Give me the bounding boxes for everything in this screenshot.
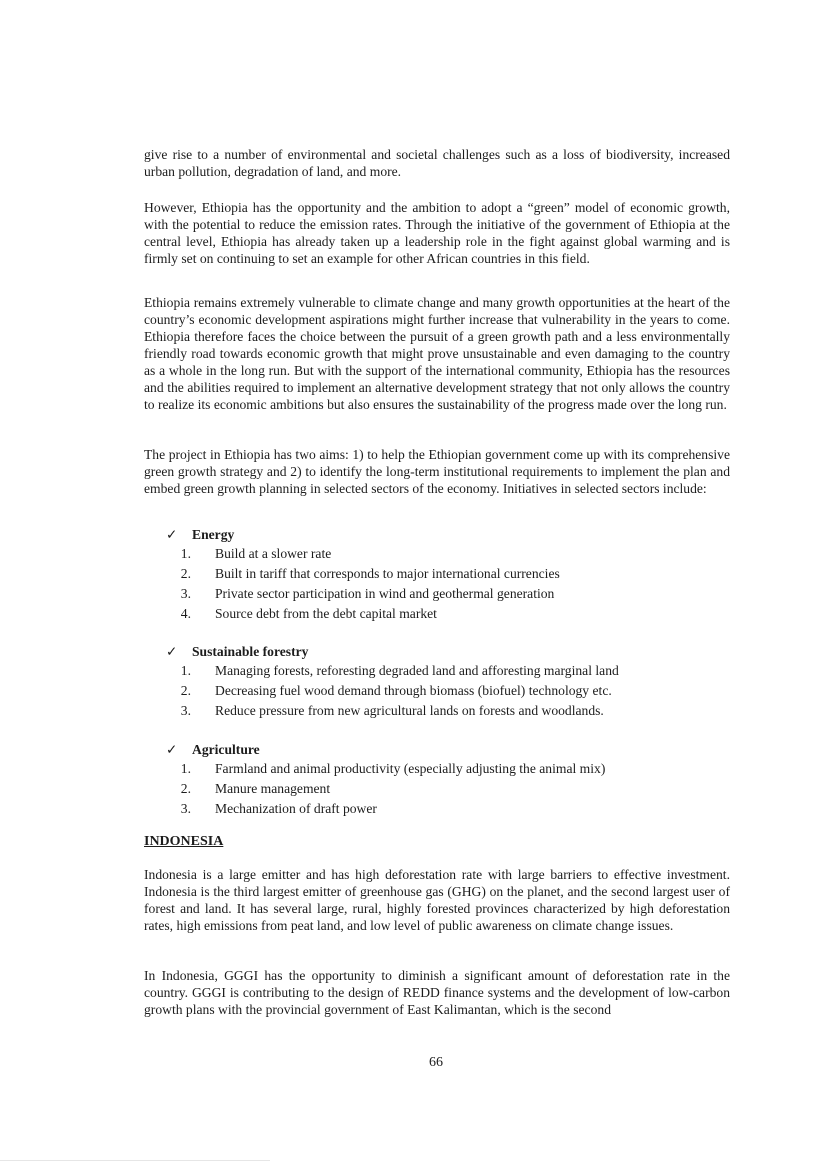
paragraph-indonesia-emitter: Indonesia is a large emitter and has high deforestation rate with large barriers to effective investment. Indonesia is the third largest emitter of greenhouse gas (GHG) on the planet, and the second largest user of forest and land. It has several large, rural, highly forested provinces characterized by high deforestation rates, high emissions from peat land, and low level of public awareness on climate change issues. xyxy=(144,867,730,933)
list-item-number: 2. xyxy=(180,781,191,796)
list-item xyxy=(166,564,686,584)
section-heading-indonesia: INDONESIA xyxy=(144,834,224,849)
list-item xyxy=(166,661,686,681)
list-item xyxy=(166,544,686,564)
list-item-text: Farmland and animal productivity (especially adjusting the animal mix) xyxy=(215,761,606,776)
sector-item-list xyxy=(166,544,686,624)
list-item-text: Private sector participation in wind and geothermal generation xyxy=(215,586,555,601)
sector-sustainable-forestry xyxy=(166,643,686,721)
list-item-number: 2. xyxy=(180,566,191,581)
sector-title xyxy=(166,643,686,661)
list-item xyxy=(166,779,686,799)
sector-title-label: Agriculture xyxy=(192,742,260,757)
footer-divider xyxy=(0,1160,270,1161)
sector-title xyxy=(166,741,686,759)
sector-item-list xyxy=(166,759,686,819)
list-item-text: Build at a slower rate xyxy=(215,546,332,561)
paragraph-indonesia-ggg: In Indonesia, GGGI has the opportunity to diminish a significant amount of deforestation rate in the country. GGGI is contributing to the design of REDD finance systems and the development of low-carbon growth plans with the provincial government of East Kalimantan, which is the second xyxy=(144,968,730,1017)
list-item-number: 3. xyxy=(180,801,191,816)
list-item xyxy=(166,799,686,819)
list-item-text: Reduce pressure from new agricultural lands on forests and woodlands. xyxy=(215,703,604,718)
list-item-number: 1. xyxy=(180,546,191,561)
list-item-number: 3. xyxy=(180,703,191,718)
sector-energy xyxy=(166,526,686,624)
list-item xyxy=(166,759,686,779)
sector-agriculture xyxy=(166,741,686,819)
list-item-text: Manure management xyxy=(215,781,331,796)
list-item-text: Source debt from the debt capital market xyxy=(215,606,437,621)
list-item-text: Built in tariff that corresponds to major international currencies xyxy=(215,566,560,581)
list-item xyxy=(166,681,686,701)
sector-title-label: Energy xyxy=(192,527,235,542)
checkmark-icon: ✓ xyxy=(166,527,178,542)
paragraph-project-aims: The project in Ethiopia has two aims: 1) to help the Ethiopian government come up with its comprehensive green growth strategy and 2) to identify the long-term institutional requirements to implement the plan and embed green growth planning in selected sectors of the economy. Initiatives in selected sectors include: xyxy=(144,447,730,496)
checkmark-icon: ✓ xyxy=(166,644,178,659)
paragraph-vulnerability: Ethiopia remains extremely vulnerable to climate change and many growth opportunities at the heart of the country’s economic development aspirations might further increase that vulnerability in the years to come. Ethiopia therefore faces the choice between the pursuit of a green growth path and a less environmentally friendly road towards economic growth that might prove unsustainable and even damaging to the country as a whole in the long run. But with the support of the international community, Ethiopia has the resources and the abilities required to implement an alternative development strategy that not only allows the country to realize its economic ambitions but also ensures the sustainability of the progress made over the long run. xyxy=(144,295,730,412)
page-number: 66 xyxy=(429,1055,443,1070)
list-item-text: Decreasing fuel wood demand through biomass (biofuel) technology etc. xyxy=(215,683,612,698)
sector-item-list xyxy=(166,661,686,721)
sector-title-label: Sustainable forestry xyxy=(192,644,309,659)
paragraph-biodiversity-challenges: give rise to a number of environmental and societal challenges such as a loss of biodiversity, increased urban pollution, degradation of land, and more. xyxy=(144,147,730,179)
list-item xyxy=(166,604,686,624)
list-item-text: Managing forests, reforesting degraded land and afforesting marginal land xyxy=(215,663,619,678)
list-item xyxy=(166,584,686,604)
list-item-text: Mechanization of draft power xyxy=(215,801,377,816)
sector-title xyxy=(166,526,686,544)
list-item-number: 1. xyxy=(180,761,191,776)
list-item-number: 3. xyxy=(180,586,191,601)
list-item-number: 1. xyxy=(180,663,191,678)
checkmark-icon: ✓ xyxy=(166,742,178,757)
paragraph-green-model: However, Ethiopia has the opportunity and the ambition to adopt a “green” model of economic growth, with the potential to reduce the emission rates. Through the initiative of the government of Ethiopia at the central level, Ethiopia has already taken up a leadership role in the fight against global warming and is firmly set on continuing to set an example for other African countries in this field. xyxy=(144,200,730,266)
list-item-number: 4. xyxy=(180,606,191,621)
list-item-number: 2. xyxy=(180,683,191,698)
list-item xyxy=(166,701,686,721)
